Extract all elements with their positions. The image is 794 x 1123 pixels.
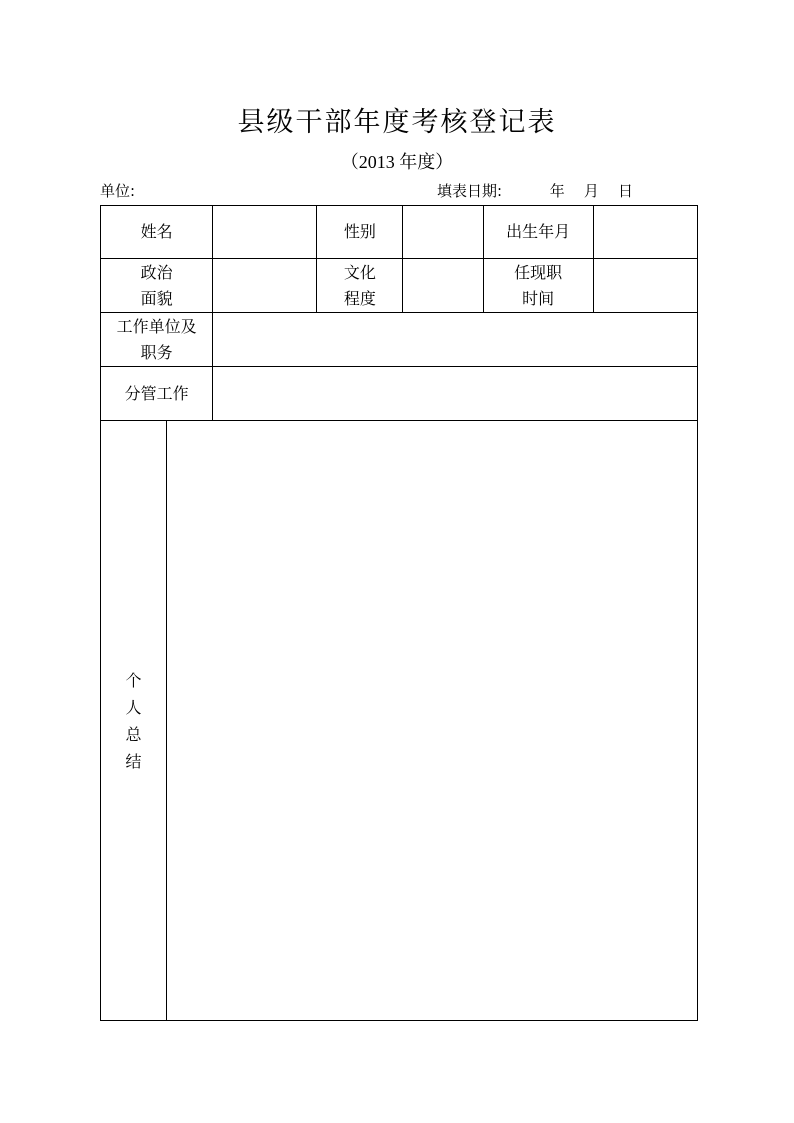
date-year-label: 年	[549, 182, 565, 200]
education-value-cell[interactable]	[403, 259, 483, 313]
gender-value-cell[interactable]	[403, 206, 483, 259]
tenure-line1: 任现职	[514, 262, 563, 282]
workplace-position-value-cell[interactable]	[213, 313, 698, 367]
form-title: 县级干部年度考核登记表	[237, 107, 557, 138]
political-status-line2: 面貌	[140, 288, 173, 308]
birth-value-cell[interactable]	[593, 206, 697, 259]
form-year-subtitle: （2013 年度）	[340, 152, 454, 172]
political-status-label	[101, 259, 213, 313]
tenure-line2: 时间	[522, 288, 555, 308]
workplace-position-label	[101, 313, 213, 367]
education-line1: 文化	[343, 262, 376, 282]
political-status-value-cell[interactable]	[213, 259, 317, 313]
name-value-cell[interactable]	[213, 206, 317, 259]
unit-label: 单位:	[100, 182, 136, 200]
tenure-label	[483, 259, 593, 313]
fill-date-label: 填表日期:	[437, 182, 503, 200]
responsibility-label: 分管工作	[101, 367, 213, 421]
political-status-line1: 政治	[140, 262, 173, 282]
date-month-label: 月	[583, 182, 599, 200]
gender-label: 性别	[317, 206, 403, 259]
name-label: 姓名	[101, 206, 213, 259]
assessment-form-table	[100, 205, 698, 1021]
tenure-value-cell[interactable]	[593, 259, 697, 313]
fill-date-line	[437, 180, 633, 201]
education-label	[317, 259, 403, 313]
personal-summary-text: 个人总结	[125, 670, 142, 771]
workplace-line1: 工作单位及	[116, 316, 197, 336]
personal-summary-label	[101, 421, 167, 1021]
birth-label: 出生年月	[483, 206, 593, 259]
workplace-line2: 职务	[140, 342, 173, 362]
personal-summary-value-cell[interactable]	[167, 421, 698, 1021]
responsibility-value-cell[interactable]	[213, 367, 698, 421]
date-day-label: 日	[617, 182, 633, 200]
education-line2: 程度	[343, 288, 376, 308]
